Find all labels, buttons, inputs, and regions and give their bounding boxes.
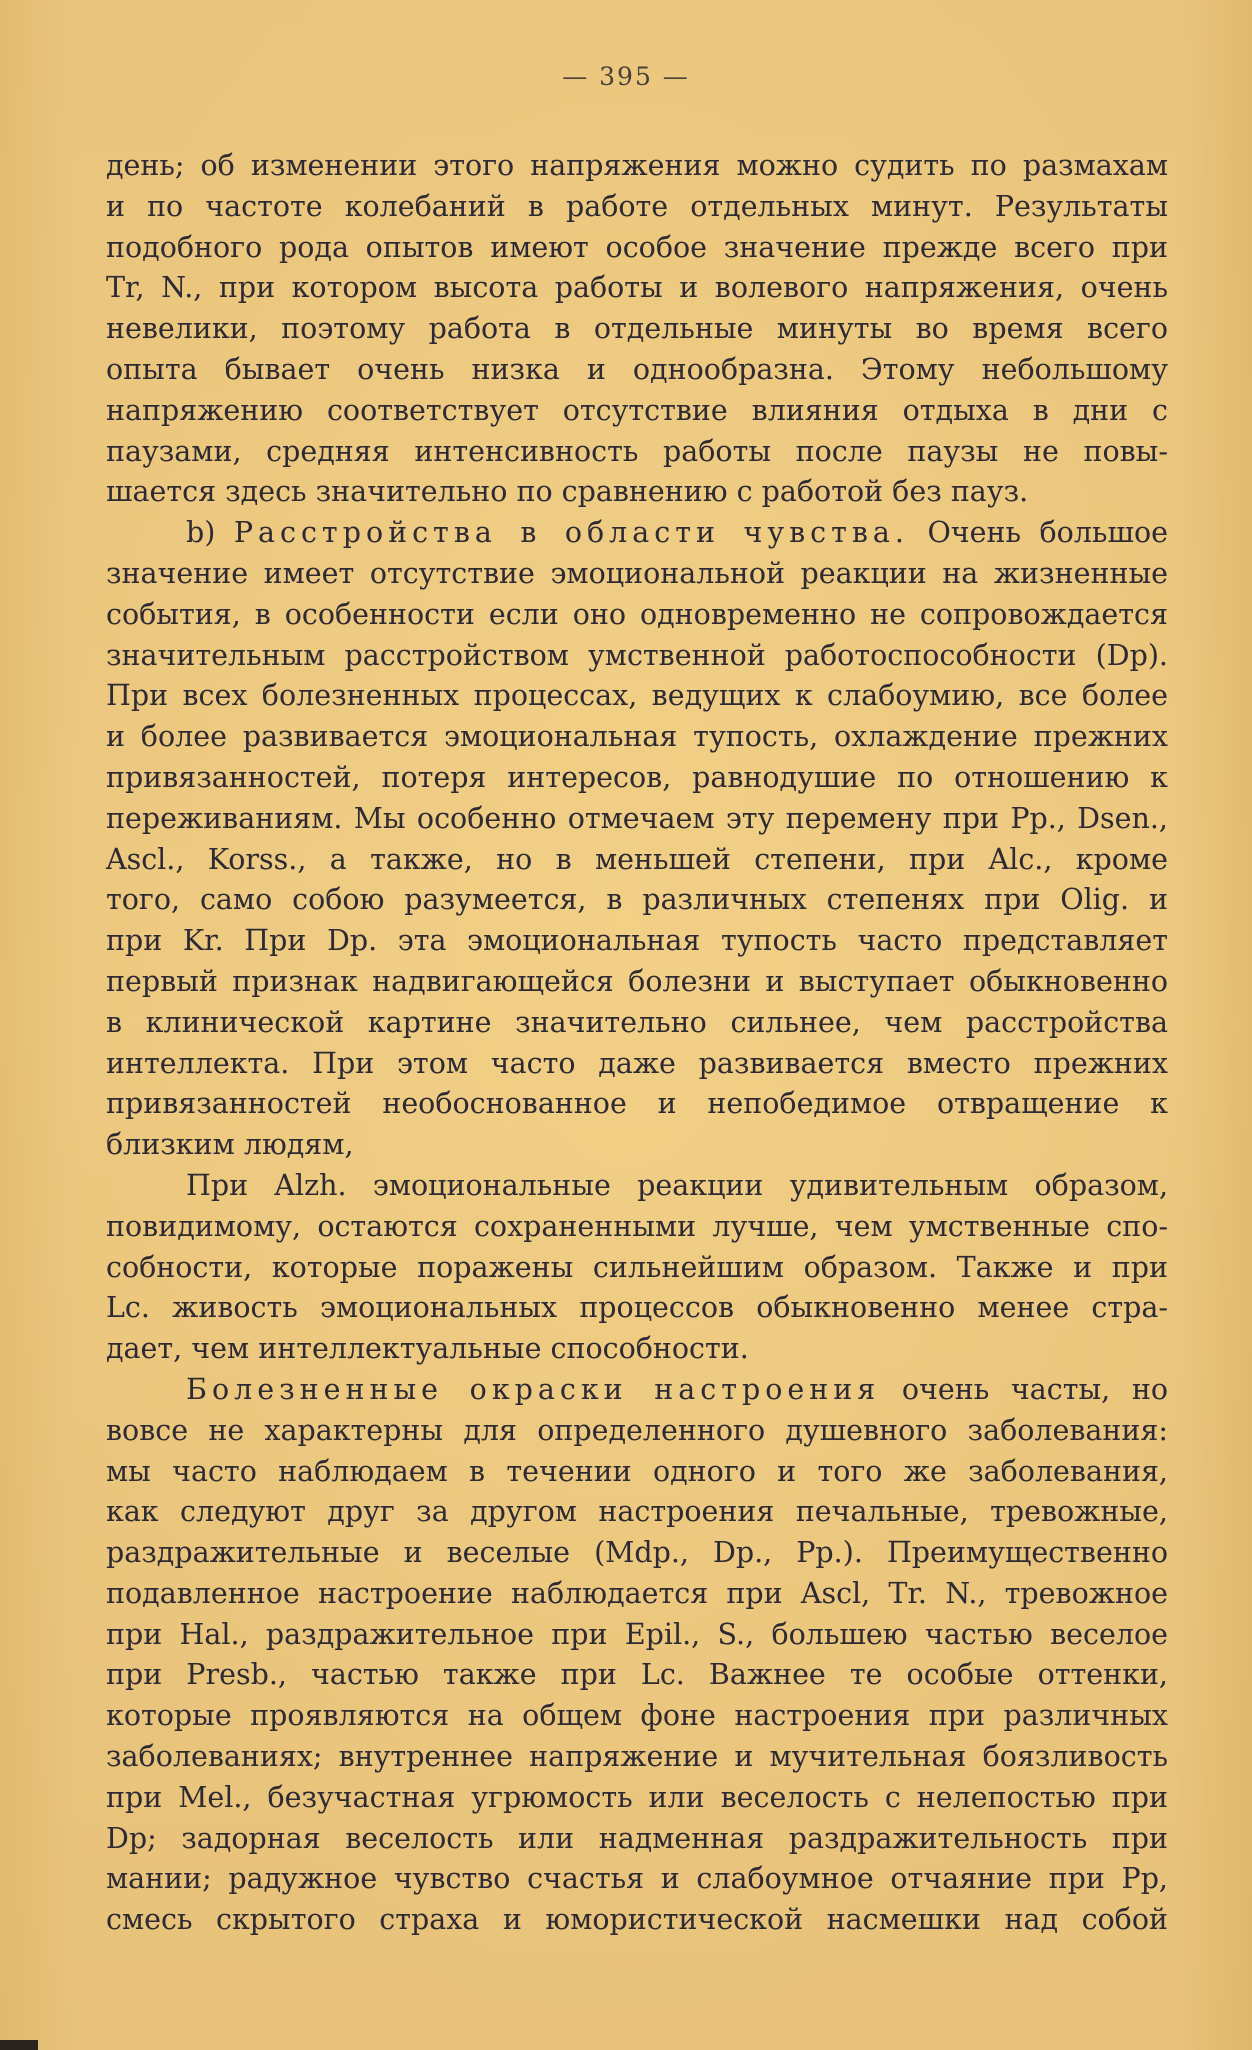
text-line: и более развивается эмоциональная тупость, охлаждение прежних [106,720,1168,754]
text-line: в клинической картине значительно сильнее, чем расстройства [106,1005,1168,1039]
scan-edge-mark [0,2040,38,2050]
text-line: напряжению соответствует отсутствие влияния отдыха в дни с [106,393,1168,427]
emphasis-line [106,1370,1168,1411]
text-line: привязанностей, потеря интересов, равнодушие по отношению к [106,760,1168,794]
text-line: опыта бывает очень низка и однообразна. Этому небольшому [106,352,1168,386]
text-line: того, само собою разумеется, в различных степенях при Olig. и [106,883,1168,917]
line-continuation: очень часты, но [880,1372,1168,1406]
text-line: шается здесь значительно по сравнению с работой без пауз. [106,475,1029,509]
text-line: дает, чем интеллектуальные способности. [106,1332,749,1366]
section-title: Расстройства в области чувства. [233,516,909,550]
text-line: Lc. живость эмоциональных процессов обыкновенно менее стра- [106,1291,1168,1325]
page-number: — 395 — [562,62,690,91]
section-marker: b) [186,516,234,550]
text-line: которые проявляются на общем фоне настроения при различных [106,1699,1168,1733]
text-line: день; об изменении этого напряжения можно судить по размахам [106,149,1168,182]
text-line: при Presb., частью также при Lc. Важнее те особые оттенки, [106,1658,1168,1692]
text-line: подобного рода опытов имеют особое значение прежде всего при [106,230,1168,264]
text-line: значительным расстройством умственной работоспособности (Dp). [106,638,1168,672]
text-line: подавленное настроение наблюдается при Ascl, Tr. N., тревожное [106,1576,1168,1610]
text-line: Dp; задорная веселость или надменная раздражительность при [106,1821,1168,1855]
text-line: повидимому, остаются сохраненными лучше, чем умственные спо- [106,1209,1168,1243]
text-line: вовсе не характерны для определенного душевного заболевания: [106,1413,1168,1447]
line-continuation: Очень большое [908,516,1168,550]
text-line: при Kr. При Dp. эта эмоциональная тупость часто представляет [106,924,1168,958]
text-line: привязанностей необоснованное и непобедимое отвращение к [106,1087,1168,1121]
text-line: события, в особенности если оно одновременно не сопровождается [106,597,1168,631]
text-line: значение имеет отсутствие эмоциональной реакции на жизненные [106,556,1168,590]
text-line: переживаниям. Мы особенно отмечаем эту перемену при Pp., Dsen., [106,801,1168,835]
text-line: При всех болезненных процессах, ведущих к слабоумию, все более [106,679,1168,713]
text-line: невелики, поэтому работа в отдельные минуты во время всего [106,312,1168,346]
text-line: заболеваниях; внутреннее напряжение и мучительная боязливость [106,1740,1168,1774]
text-line: мы часто наблюдаем в течении одного и того же заболевания, [106,1454,1168,1488]
text-line: интеллекта. При этом часто даже развивается вместо прежних [106,1046,1168,1080]
text-line: близким людям, [106,1128,354,1162]
section-heading-line [106,513,1168,554]
text-line: первый признак надвигающейся болезни и выступает обыкновенно [106,964,1168,998]
body-text [106,146,1168,1941]
text-line: Tr, N., при котором высота работы и волевого напряжения, очень [106,271,1168,305]
text-line: и по частоте колебаний в работе отдельных минут. Результаты [106,189,1168,223]
text-line: паузами, средняя интенсивность работы после паузы не повы- [106,434,1168,468]
text-line: смесь скрытого страха и юмористической насмешки над собой [106,1903,1168,1937]
text-line: Ascl., Korss., а также, но в меньшей степени, при Alc., кроме [106,842,1168,876]
text-line: при Hal., раздражительное при Epil., S., большею частью веселое [106,1617,1168,1651]
text-line: раздражительные и веселые (Mdp., Dp., Pp.). Преимущественно [106,1536,1168,1570]
text-line: собности, которые поражены сильнейшим образом. Также и при [106,1250,1168,1284]
emphasized-phrase: Болезненные окраски настроения [186,1372,881,1406]
text-line: мании; радужное чувство счастья и слабоумное отчаяние при Pp, [106,1862,1168,1896]
text-line: при Mel., безучастная угрюмость или веселость с нелепостью при [106,1780,1168,1814]
text-line: как следуют друг за другом настроения печальные, тревожные, [106,1495,1168,1529]
text-line: При Alzh. эмоциональные реакции удивительным образом, [186,1168,1168,1202]
